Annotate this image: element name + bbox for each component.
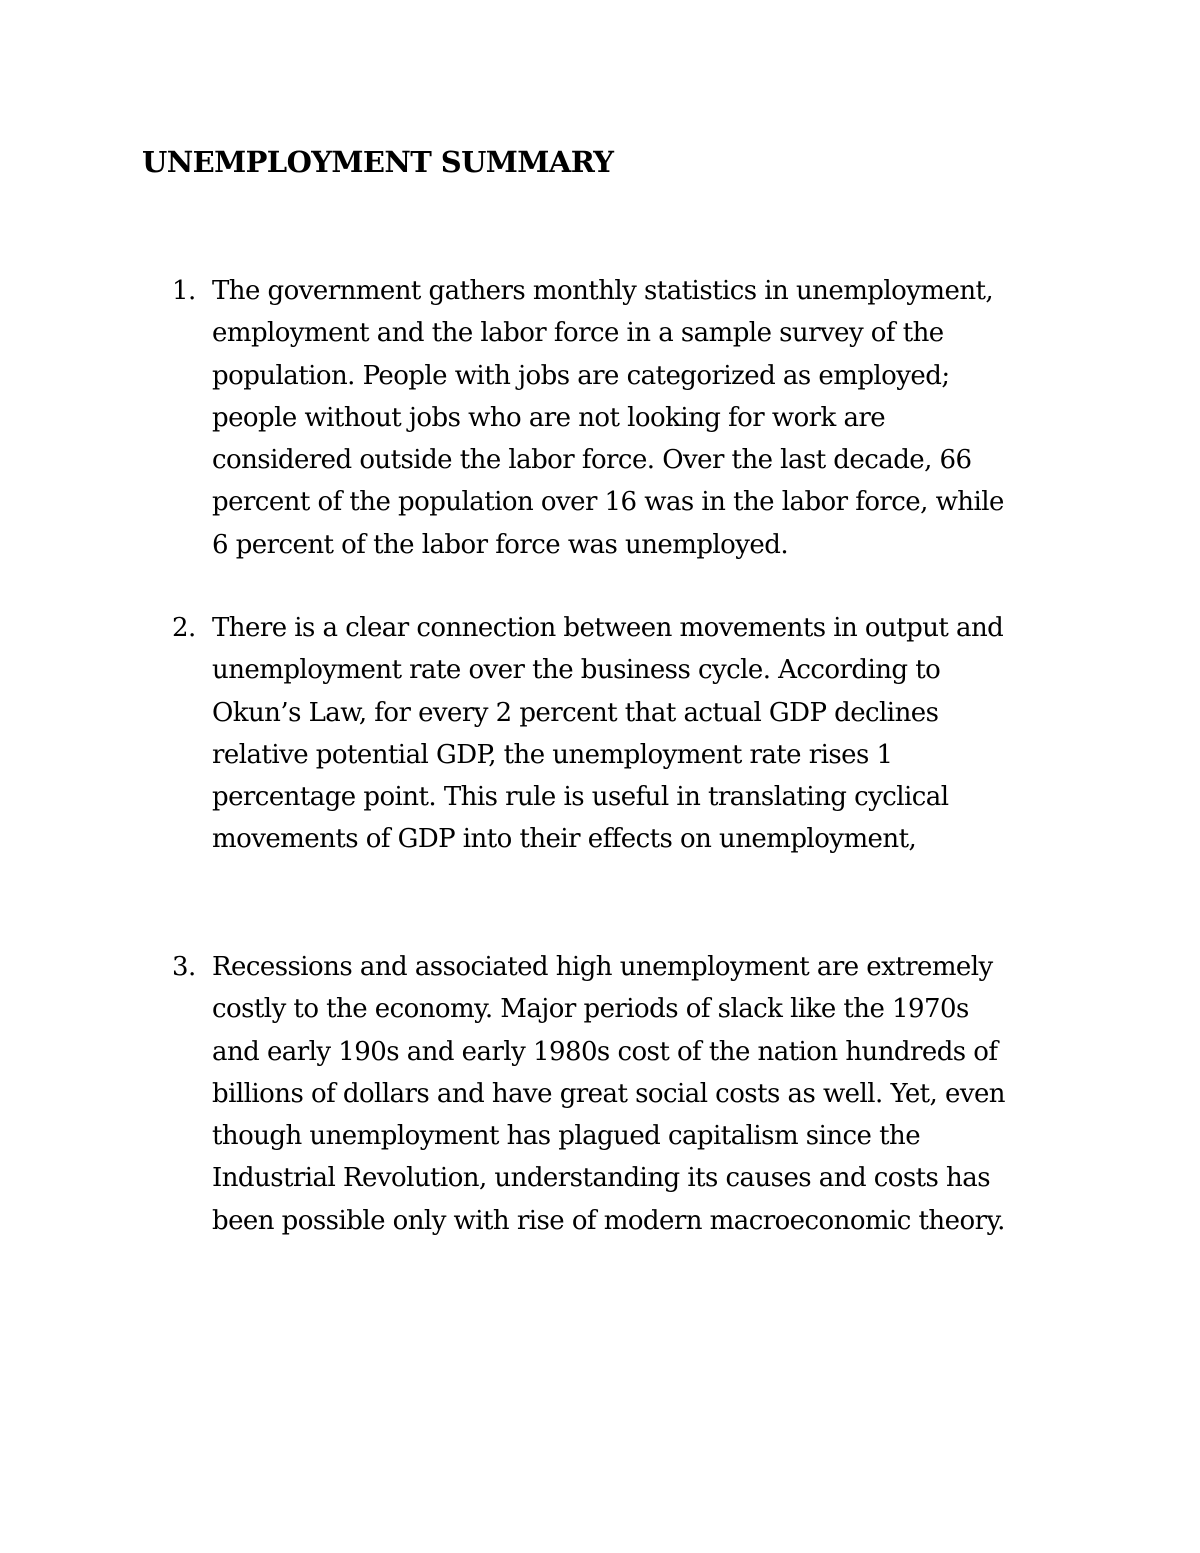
document-title: UNEMPLOYMENT SUMMARY [142,145,614,179]
text-line: and early 190s and early 1980s cost of the nation hundreds of [212,1036,998,1067]
text-line: people without jobs who are not looking for work are [212,402,886,433]
text-line: population. People with jobs are categorized as employed; [212,360,950,391]
text-line: Recessions and associated high unemployment are extremely [212,952,993,982]
text-line: though unemployment has plagued capitalism since the [212,1121,921,1152]
text-line: considered outside the labor force. Over the last decade, 66 [212,445,972,476]
text-line: percentage point. This rule is useful in translating cyclical [212,782,949,813]
text-line: costly to the economy. Major periods of slack like the 1970s [212,994,969,1025]
text-line: been possible only with rise of modern macroeconomic theory. [212,1205,1005,1236]
text-line: unemployment rate over the business cycle. According to [212,655,941,686]
text-line: 6 percent of the labor force was unemployed. [212,529,789,560]
text-line: There is a clear connection between movements in output and [212,613,1004,643]
text-line: relative potential GDP, the unemployment rate rises 1 [212,739,893,770]
text-line: Industrial Revolution, understanding its causes and costs has [212,1163,990,1194]
list-item-number: 3. [172,952,196,982]
list-item-number: 1. [172,276,196,306]
list-item-text [212,946,1005,1242]
text-line: Okun’s Law, for every 2 percent that actual GDP declines [212,697,939,728]
text-line: The government gathers monthly statistics in unemployment, [212,276,994,306]
text-line: employment and the labor force in a sample survey of the [212,318,944,349]
text-line: billions of dollars and have great social costs as well. Yet, even [212,1078,1005,1109]
text-line: movements of GDP into their effects on unemployment, [212,824,917,855]
text-line: percent of the population over 16 was in the labor force, while [212,487,1004,518]
list-item-text [212,607,1003,861]
list-item-text [212,270,1004,566]
list-item-number: 2. [172,613,196,643]
